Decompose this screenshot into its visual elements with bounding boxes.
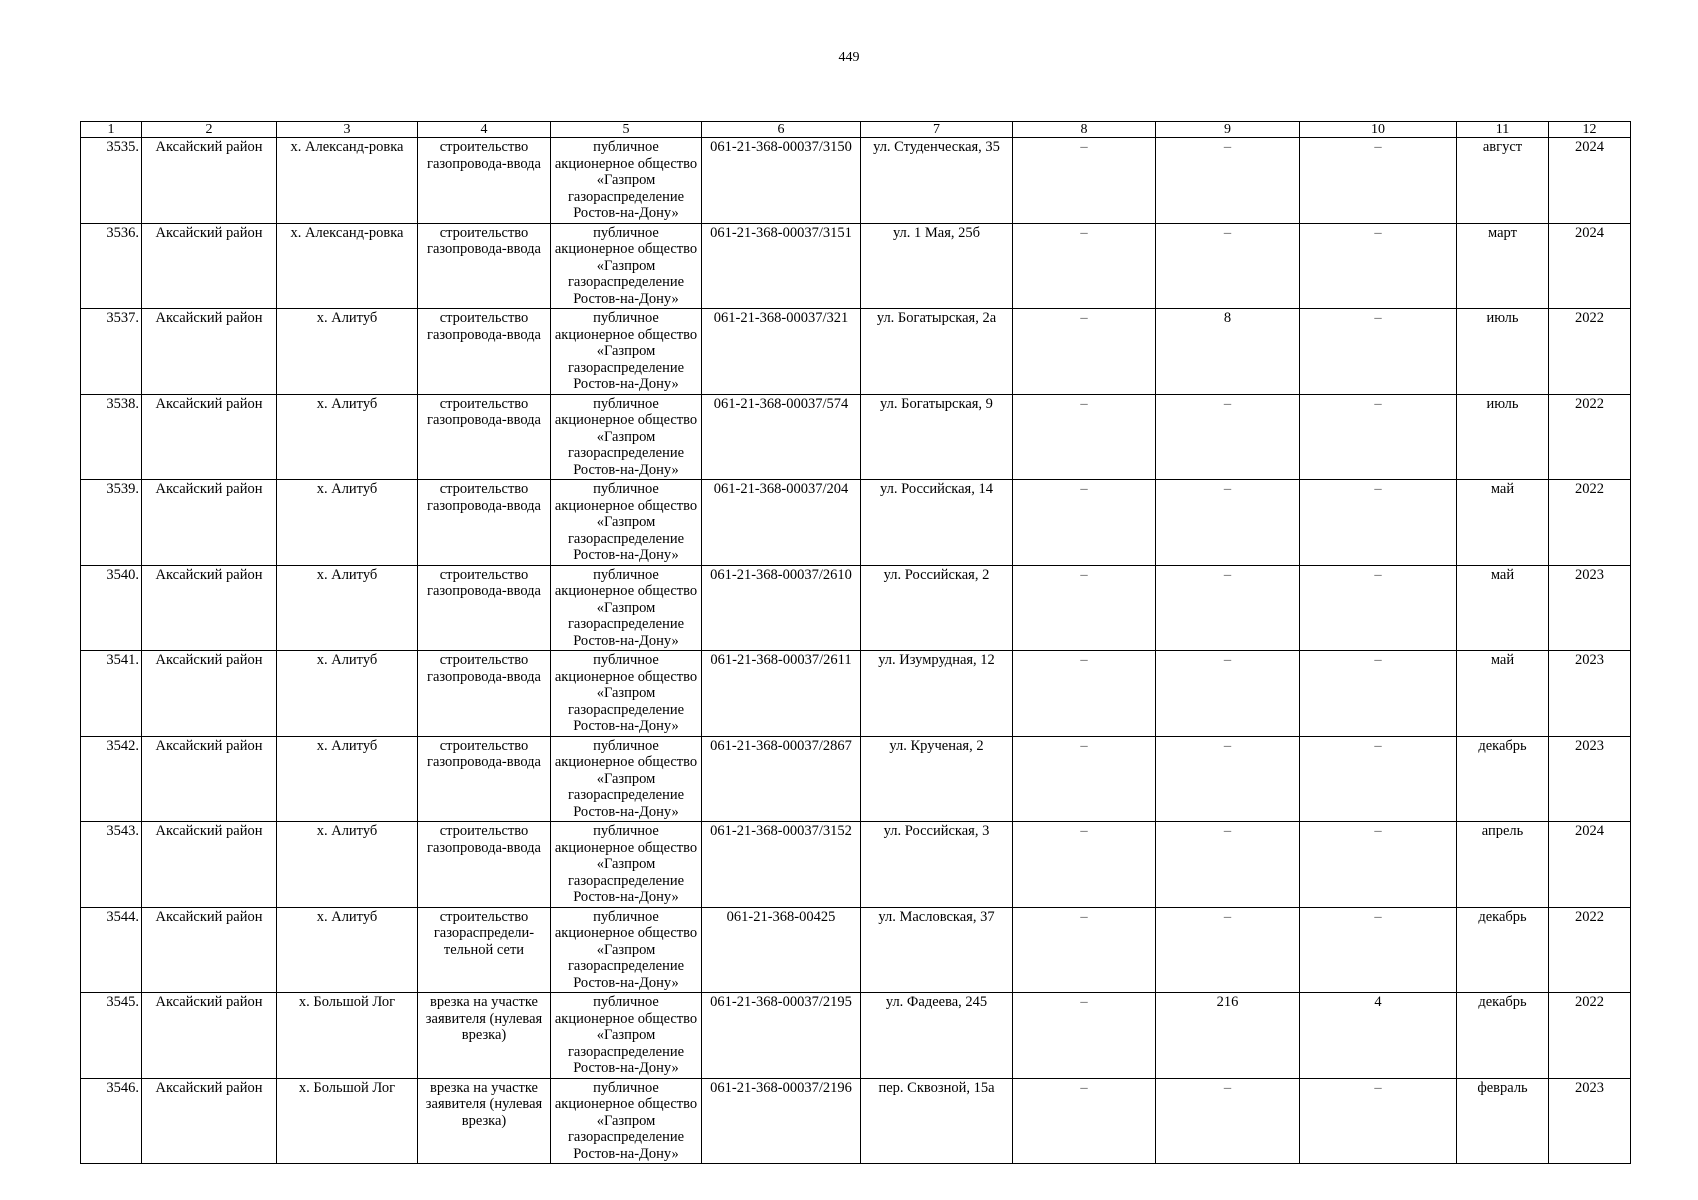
year-cell: 2023: [1549, 565, 1631, 651]
column-8-cell: –: [1013, 565, 1156, 651]
district-cell: Аксайский район: [142, 822, 277, 908]
year-cell: 2023: [1549, 651, 1631, 737]
organization-cell: публичное акционерное общество «Газпром газораспределение Ростов-на-Дону»: [551, 651, 702, 737]
work-type-cell: строительство газопровода-ввода: [418, 223, 551, 309]
column-header: 5: [551, 122, 702, 138]
column-10-cell: –: [1300, 309, 1457, 395]
district-cell: Аксайский район: [142, 394, 277, 480]
code-cell: 061-21-368-00425: [702, 907, 861, 993]
locality-cell: х. Алитуб: [277, 907, 418, 993]
work-type-cell: строительство газопровода-ввода: [418, 480, 551, 566]
column-8-cell: –: [1013, 480, 1156, 566]
column-9-cell: 8: [1156, 309, 1300, 395]
table-row: [81, 907, 1631, 993]
code-cell: 061-21-368-00037/2611: [702, 651, 861, 737]
table-row: [81, 394, 1631, 480]
column-10-cell: –: [1300, 138, 1457, 224]
work-type-cell: строительство газопровода-ввода: [418, 651, 551, 737]
row-number-cell: 3543.: [81, 822, 142, 908]
month-cell: декабрь: [1457, 993, 1549, 1079]
work-type-cell: строительство газопровода-ввода: [418, 736, 551, 822]
district-cell: Аксайский район: [142, 1078, 277, 1164]
organization-cell: публичное акционерное общество «Газпром газораспределение Ростов-на-Дону»: [551, 822, 702, 908]
locality-cell: х. Алитуб: [277, 480, 418, 566]
district-cell: Аксайский район: [142, 907, 277, 993]
organization-cell: публичное акционерное общество «Газпром газораспределение Ростов-на-Дону»: [551, 565, 702, 651]
code-cell: 061-21-368-00037/3151: [702, 223, 861, 309]
address-cell: ул. Фадеева, 245: [861, 993, 1013, 1079]
column-header: 8: [1013, 122, 1156, 138]
row-number-cell: 3542.: [81, 736, 142, 822]
locality-cell: х. Алитуб: [277, 736, 418, 822]
column-header: 6: [702, 122, 861, 138]
locality-cell: х. Большой Лог: [277, 1078, 418, 1164]
district-cell: Аксайский район: [142, 651, 277, 737]
address-cell: ул. Богатырская, 9: [861, 394, 1013, 480]
table-body: [81, 122, 1631, 1164]
column-10-cell: –: [1300, 394, 1457, 480]
code-cell: 061-21-368-00037/2610: [702, 565, 861, 651]
locality-cell: х. Большой Лог: [277, 993, 418, 1079]
table-row: [81, 1078, 1631, 1164]
code-cell: 061-21-368-00037/321: [702, 309, 861, 395]
month-cell: декабрь: [1457, 907, 1549, 993]
locality-cell: х. Алитуб: [277, 565, 418, 651]
row-number-cell: 3544.: [81, 907, 142, 993]
month-cell: июль: [1457, 309, 1549, 395]
work-type-cell: врезка на участке заявителя (нулевая врезка): [418, 1078, 551, 1164]
table-row: [81, 565, 1631, 651]
locality-cell: х. Алитуб: [277, 394, 418, 480]
address-cell: пер. Сквозной, 15а: [861, 1078, 1013, 1164]
column-10-cell: –: [1300, 223, 1457, 309]
code-cell: 061-21-368-00037/3150: [702, 138, 861, 224]
column-9-cell: –: [1156, 736, 1300, 822]
column-8-cell: –: [1013, 907, 1156, 993]
code-cell: 061-21-368-00037/204: [702, 480, 861, 566]
district-cell: Аксайский район: [142, 223, 277, 309]
locality-cell: х. Алитуб: [277, 651, 418, 737]
organization-cell: публичное акционерное общество «Газпром газораспределение Ростов-на-Дону»: [551, 993, 702, 1079]
year-cell: 2024: [1549, 822, 1631, 908]
column-header: 11: [1457, 122, 1549, 138]
table-row: [81, 822, 1631, 908]
column-9-cell: –: [1156, 480, 1300, 566]
row-number-cell: 3541.: [81, 651, 142, 737]
column-header: 2: [142, 122, 277, 138]
organization-cell: публичное акционерное общество «Газпром газораспределение Ростов-на-Дону»: [551, 138, 702, 224]
column-9-cell: –: [1156, 565, 1300, 651]
column-10-cell: –: [1300, 651, 1457, 737]
column-8-cell: –: [1013, 138, 1156, 224]
code-cell: 061-21-368-00037/2867: [702, 736, 861, 822]
column-10-cell: –: [1300, 822, 1457, 908]
code-cell: 061-21-368-00037/3152: [702, 822, 861, 908]
month-cell: май: [1457, 565, 1549, 651]
organization-cell: публичное акционерное общество «Газпром газораспределение Ростов-на-Дону»: [551, 480, 702, 566]
address-cell: ул. Студенческая, 35: [861, 138, 1013, 224]
column-8-cell: –: [1013, 394, 1156, 480]
work-type-cell: строительство газопровода-ввода: [418, 822, 551, 908]
column-8-cell: –: [1013, 1078, 1156, 1164]
column-10-cell: 4: [1300, 993, 1457, 1079]
year-cell: 2024: [1549, 223, 1631, 309]
column-9-cell: –: [1156, 822, 1300, 908]
organization-cell: публичное акционерное общество «Газпром газораспределение Ростов-на-Дону»: [551, 394, 702, 480]
register-table: [80, 121, 1631, 1164]
column-header: 10: [1300, 122, 1457, 138]
work-type-cell: врезка на участке заявителя (нулевая врезка): [418, 993, 551, 1079]
year-cell: 2024: [1549, 138, 1631, 224]
column-9-cell: –: [1156, 223, 1300, 309]
organization-cell: публичное акционерное общество «Газпром газораспределение Ростов-на-Дону»: [551, 907, 702, 993]
year-cell: 2023: [1549, 736, 1631, 822]
address-cell: ул. 1 Мая, 25б: [861, 223, 1013, 309]
year-cell: 2022: [1549, 309, 1631, 395]
year-cell: 2022: [1549, 907, 1631, 993]
column-header: 7: [861, 122, 1013, 138]
column-9-cell: –: [1156, 394, 1300, 480]
column-9-cell: 216: [1156, 993, 1300, 1079]
address-cell: ул. Российская, 2: [861, 565, 1013, 651]
table-row: [81, 309, 1631, 395]
address-cell: ул. Российская, 14: [861, 480, 1013, 566]
row-number-cell: 3546.: [81, 1078, 142, 1164]
row-number-cell: 3535.: [81, 138, 142, 224]
locality-cell: х. Александ-ровка: [277, 138, 418, 224]
column-header: 12: [1549, 122, 1631, 138]
month-cell: март: [1457, 223, 1549, 309]
column-header: 9: [1156, 122, 1300, 138]
organization-cell: публичное акционерное общество «Газпром газораспределение Ростов-на-Дону»: [551, 309, 702, 395]
column-10-cell: –: [1300, 480, 1457, 566]
row-number-cell: 3538.: [81, 394, 142, 480]
organization-cell: публичное акционерное общество «Газпром газораспределение Ростов-на-Дону»: [551, 736, 702, 822]
year-cell: 2022: [1549, 480, 1631, 566]
district-cell: Аксайский район: [142, 138, 277, 224]
row-number-cell: 3536.: [81, 223, 142, 309]
table-row: [81, 993, 1631, 1079]
month-cell: май: [1457, 480, 1549, 566]
month-cell: май: [1457, 651, 1549, 737]
column-10-cell: –: [1300, 736, 1457, 822]
work-type-cell: строительство газопровода-ввода: [418, 138, 551, 224]
table-row: [81, 223, 1631, 309]
address-cell: ул. Масловская, 37: [861, 907, 1013, 993]
page-number: 449: [838, 50, 860, 65]
code-cell: 061-21-368-00037/574: [702, 394, 861, 480]
month-cell: апрель: [1457, 822, 1549, 908]
year-cell: 2022: [1549, 993, 1631, 1079]
row-number-cell: 3545.: [81, 993, 142, 1079]
column-9-cell: –: [1156, 651, 1300, 737]
work-type-cell: строительство газопровода-ввода: [418, 394, 551, 480]
year-cell: 2023: [1549, 1078, 1631, 1164]
column-header: 1: [81, 122, 142, 138]
district-cell: Аксайский район: [142, 565, 277, 651]
month-cell: декабрь: [1457, 736, 1549, 822]
address-cell: ул. Изумрудная, 12: [861, 651, 1013, 737]
column-8-cell: –: [1013, 651, 1156, 737]
column-number-row: [81, 122, 1631, 138]
district-cell: Аксайский район: [142, 993, 277, 1079]
column-8-cell: –: [1013, 822, 1156, 908]
column-header: 3: [277, 122, 418, 138]
organization-cell: публичное акционерное общество «Газпром газораспределение Ростов-на-Дону»: [551, 1078, 702, 1164]
locality-cell: х. Алитуб: [277, 309, 418, 395]
table-row: [81, 736, 1631, 822]
locality-cell: х. Александ-ровка: [277, 223, 418, 309]
work-type-cell: строительство газопровода-ввода: [418, 565, 551, 651]
district-cell: Аксайский район: [142, 309, 277, 395]
address-cell: ул. Богатырская, 2а: [861, 309, 1013, 395]
row-number-cell: 3539.: [81, 480, 142, 566]
column-header: 4: [418, 122, 551, 138]
district-cell: Аксайский район: [142, 480, 277, 566]
column-8-cell: –: [1013, 993, 1156, 1079]
column-8-cell: –: [1013, 223, 1156, 309]
column-9-cell: –: [1156, 138, 1300, 224]
table-row: [81, 651, 1631, 737]
table-row: [81, 480, 1631, 566]
address-cell: ул. Крученая, 2: [861, 736, 1013, 822]
column-8-cell: –: [1013, 736, 1156, 822]
column-9-cell: –: [1156, 1078, 1300, 1164]
work-type-cell: строительство газопровода-ввода: [418, 309, 551, 395]
month-cell: август: [1457, 138, 1549, 224]
month-cell: июль: [1457, 394, 1549, 480]
district-cell: Аксайский район: [142, 736, 277, 822]
organization-cell: публичное акционерное общество «Газпром газораспределение Ростов-на-Дону»: [551, 223, 702, 309]
column-10-cell: –: [1300, 565, 1457, 651]
locality-cell: х. Алитуб: [277, 822, 418, 908]
column-10-cell: –: [1300, 1078, 1457, 1164]
year-cell: 2022: [1549, 394, 1631, 480]
row-number-cell: 3537.: [81, 309, 142, 395]
column-10-cell: –: [1300, 907, 1457, 993]
code-cell: 061-21-368-00037/2195: [702, 993, 861, 1079]
work-type-cell: строительство газораспредели-тельной сети: [418, 907, 551, 993]
row-number-cell: 3540.: [81, 565, 142, 651]
column-9-cell: –: [1156, 907, 1300, 993]
table-row: [81, 138, 1631, 224]
month-cell: февраль: [1457, 1078, 1549, 1164]
column-8-cell: –: [1013, 309, 1156, 395]
address-cell: ул. Российская, 3: [861, 822, 1013, 908]
code-cell: 061-21-368-00037/2196: [702, 1078, 861, 1164]
